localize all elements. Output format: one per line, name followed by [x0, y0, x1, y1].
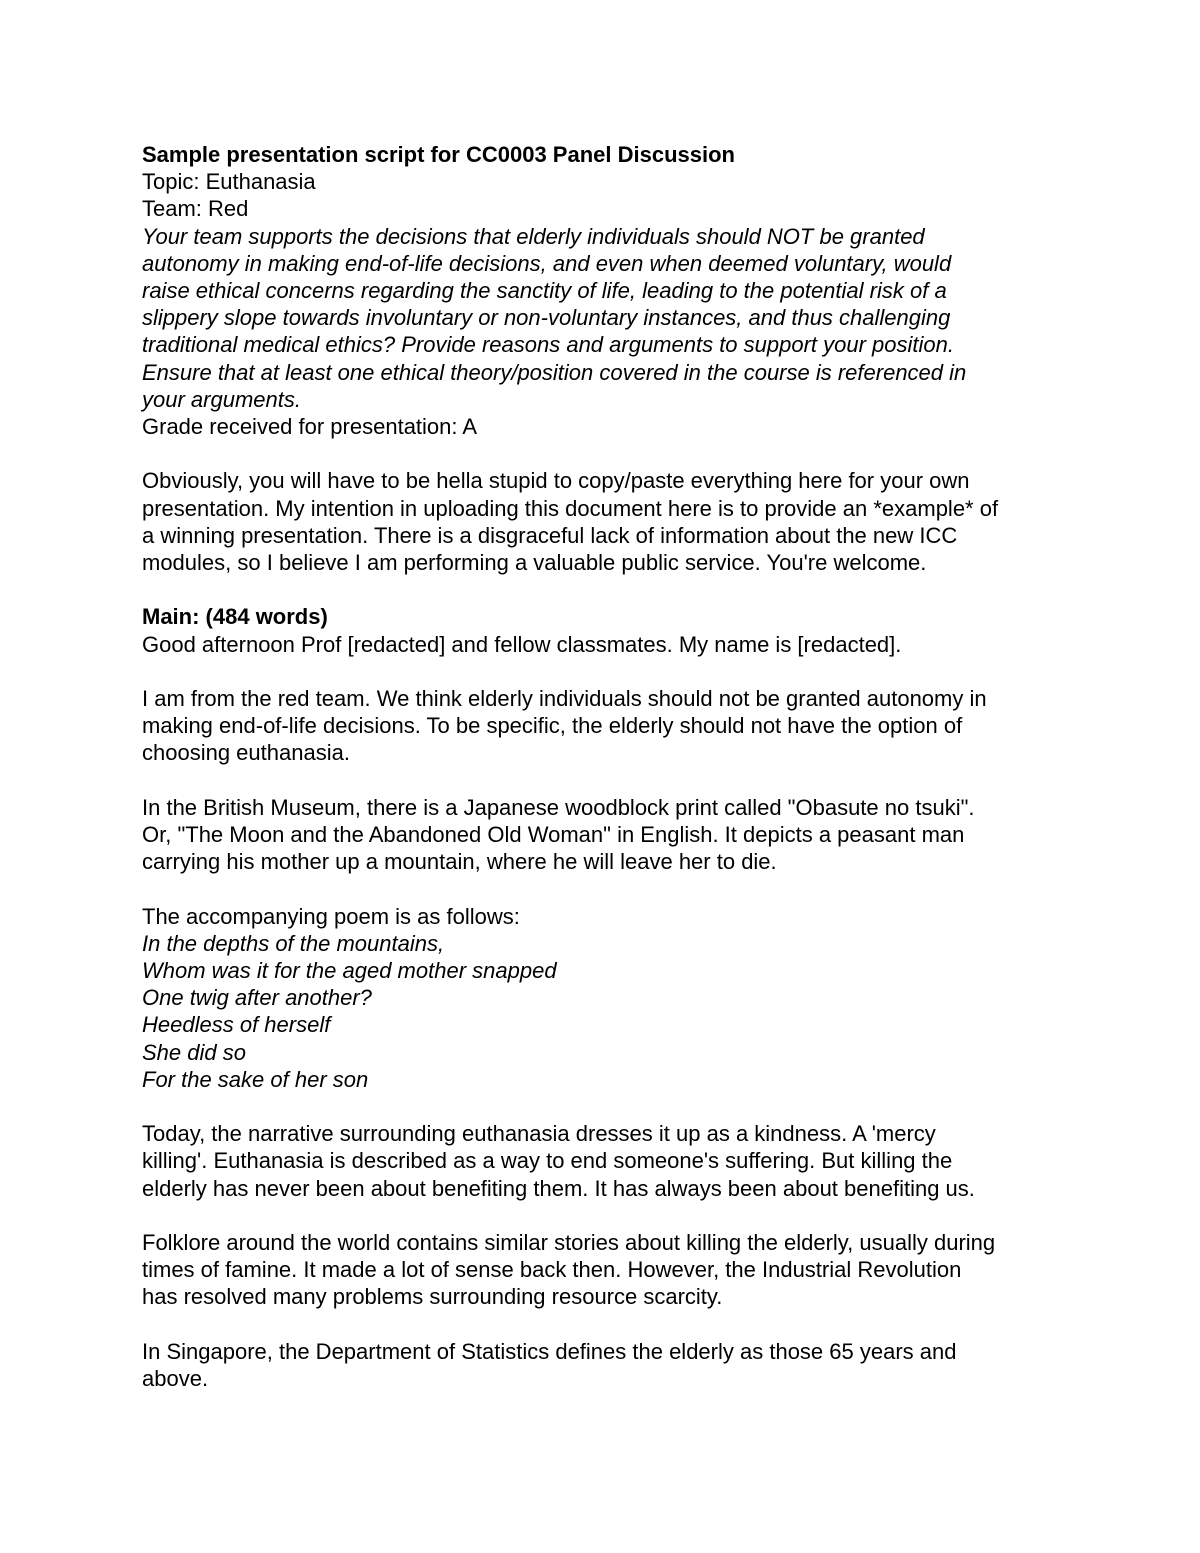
museum-paragraph-line: In the British Museum, there is a Japanese woodblock print called "Obasute no tsuki". [142, 794, 975, 820]
today-paragraph-line: Today, the narrative surrounding euthanasia dresses it up as a kindness. A 'mercy [142, 1121, 936, 1147]
museum-paragraph [142, 794, 1082, 876]
folklore-paragraph-line: times of famine. It made a lot of sense back then. However, the Industrial Revolution [142, 1257, 962, 1283]
team-paragraph-line: choosing euthanasia. [142, 740, 350, 766]
disclaimer-line: modules, so I believe I am performing a valuable public service. You're welcome. [142, 550, 927, 576]
topic-line: Topic: Euthanasia [142, 169, 316, 195]
prompt-line: slippery slope towards involuntary or non-voluntary instances, and thus challenging [142, 305, 951, 331]
today-paragraph [142, 1120, 1082, 1202]
poem-intro: The accompanying poem is as follows: [142, 903, 520, 929]
poem-line: Heedless of herself [142, 1012, 331, 1038]
prompt-line: raise ethical concerns regarding the sanctity of life, leading to the potential risk of a [142, 278, 947, 304]
poem-line: Whom was it for the aged mother snapped [142, 958, 557, 984]
paragraph-gap [142, 1202, 1082, 1229]
paragraph-gap [142, 767, 1082, 794]
document-title: Sample presentation script for CC0003 Panel Discussion [142, 142, 735, 167]
poem-line: One twig after another? [142, 985, 372, 1011]
paragraph-gap [142, 658, 1082, 685]
disclaimer-line: a winning presentation. There is a disgraceful lack of information about the new ICC [142, 522, 958, 548]
folklore-paragraph-line: has resolved many problems surrounding resource scarcity. [142, 1284, 723, 1310]
greeting-line: Good afternoon Prof [redacted] and fellow classmates. My name is [redacted]. [142, 631, 902, 657]
prompt-line: autonomy in making end-of-life decisions, and even when deemed voluntary, would [142, 250, 952, 276]
museum-paragraph-line: carrying his mother up a mountain, where he will leave her to die. [142, 849, 777, 875]
prompt-line: your arguments. [142, 386, 301, 412]
poem-line: In the depths of the mountains, [142, 930, 445, 956]
singapore-paragraph-line: above. [142, 1366, 209, 1392]
poem [142, 930, 1082, 1093]
folklore-paragraph [142, 1229, 1082, 1311]
folklore-paragraph-line: Folklore around the world contains similar stories about killing the elderly, usually during [142, 1230, 996, 1256]
today-paragraph-line: killing'. Euthanasia is described as a way to end someone's suffering. But killing the [142, 1148, 953, 1174]
poem-line: She did so [142, 1039, 246, 1065]
disclaimer-line: Obviously, you will have to be hella stupid to copy/paste everything here for your own [142, 468, 970, 494]
paragraph-gap [142, 1311, 1082, 1338]
paragraph-gap [142, 440, 1082, 467]
main-heading: Main: (484 words) [142, 604, 328, 630]
museum-paragraph-line: Or, "The Moon and the Abandoned Old Woman" in English. It depicts a peasant man [142, 822, 965, 848]
team-paragraph-line: I am from the red team. We think elderly individuals should not be granted autonomy in [142, 686, 987, 712]
poem-line: For the sake of her son [142, 1066, 369, 1092]
prompt-line: Your team supports the decisions that elderly individuals should NOT be granted [142, 223, 925, 249]
prompt-paragraph [142, 223, 1082, 413]
disclaimer-paragraph [142, 467, 1082, 576]
today-paragraph-line: elderly has never been about benefiting them. It has always been about benefiting us. [142, 1175, 975, 1201]
document-page [142, 141, 1082, 1392]
team-line: Team: Red [142, 196, 249, 222]
disclaimer-line: presentation. My intention in uploading this document here is to provide an *example* of [142, 495, 999, 521]
prompt-line: traditional medical ethics? Provide reasons and arguments to support your position. [142, 332, 955, 358]
paragraph-gap [142, 1093, 1082, 1120]
team-paragraph-line: making end-of-life decisions. To be specific, the elderly should not have the option of [142, 713, 963, 739]
singapore-paragraph [142, 1338, 1082, 1392]
team-paragraph [142, 685, 1082, 767]
singapore-paragraph-line: In Singapore, the Department of Statistics defines the elderly as those 65 years and [142, 1338, 957, 1364]
prompt-line: Ensure that at least one ethical theory/position covered in the course is referenced in [142, 359, 967, 385]
grade-line: Grade received for presentation: A [142, 414, 478, 440]
paragraph-gap [142, 576, 1082, 603]
paragraph-gap [142, 875, 1082, 902]
